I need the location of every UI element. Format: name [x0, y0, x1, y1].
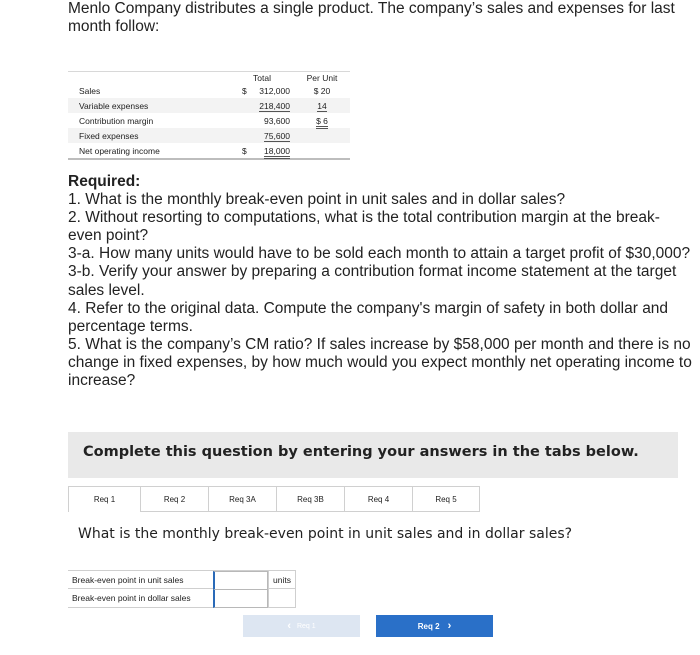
row-label: Net operating income [79, 145, 160, 156]
required-item-5: 5. What is the company’s CM ratio? If sales increase by $58,000 per month and there is no change in fixed expenses, by how much would you expect monthly net operating income to increase? [68, 335, 692, 390]
chevron-left-icon: ‹ [287, 620, 291, 632]
tab-req-3a[interactable]: Req 3A [208, 486, 276, 512]
required-item-1: 1. What is the monthly break-even point in unit sales and in dollar sales? [68, 191, 566, 209]
requirement-tabs [68, 486, 678, 512]
row-total: 93,600 [264, 115, 290, 126]
chevron-right-icon: › [447, 620, 452, 632]
answer-unit-label [268, 589, 296, 607]
table-row [68, 83, 350, 98]
row-per-unit: $ 20 [313, 85, 331, 96]
required-item-4: 4. Refer to the original data. Compute the company's margin of safety in both dollar and percentage terms. [68, 299, 669, 335]
row-total: 218,400 [259, 100, 290, 111]
required-item-3a: 3-a. How many units would have to be sold each month to attain a target profit of $30,000? [68, 245, 691, 263]
required-section [68, 173, 693, 390]
row-label: Contribution margin [79, 115, 154, 126]
break-even-dollars-input[interactable] [213, 589, 268, 608]
answer-label: Break-even point in dollar sales [72, 593, 191, 603]
table-row [68, 98, 350, 113]
row-total: 75,600 [264, 130, 290, 141]
answer-row-dollars [68, 589, 296, 608]
table-header-row [68, 72, 350, 83]
table-row [68, 113, 350, 128]
income-statement-table [68, 71, 350, 160]
instruction-text: Complete this question by entering your answers in the tabs below. [83, 444, 639, 460]
table-row [68, 128, 350, 143]
row-label: Sales [79, 85, 101, 96]
instruction-panel [68, 432, 678, 478]
next-req-button[interactable] [376, 615, 493, 637]
tab-req-3b[interactable]: Req 3B [276, 486, 344, 512]
row-per-unit: 14 [317, 100, 327, 111]
tab-req-2[interactable]: Req 2 [140, 486, 208, 512]
question-text: What is the monthly break-even point in unit sales and in dollar sales? [78, 526, 573, 542]
prev-req-button[interactable] [243, 615, 360, 637]
problem-intro: Menlo Company distributes a single product. The company’s sales and expenses for last month follow: [68, 0, 675, 35]
row-total: 18,000 [264, 146, 290, 159]
dollar-sign: $ [242, 85, 247, 96]
header-per-unit: Per Unit [306, 73, 338, 83]
required-title: Required: [68, 173, 141, 190]
header-total: Total [253, 73, 271, 83]
next-req-label: Req 2 [417, 621, 440, 631]
answer-row-units [68, 570, 296, 589]
tab-req-1[interactable]: Req 1 [68, 486, 140, 512]
row-label: Variable expenses [79, 100, 149, 111]
break-even-units-input[interactable] [213, 571, 268, 590]
tab-req-5[interactable]: Req 5 [412, 486, 480, 512]
required-item-3b: 3-b. Verify your answer by preparing a contribution format income statement at the target sales level. [68, 263, 677, 299]
answer-label: Break-even point in unit sales [72, 574, 184, 585]
prev-req-label: Req 1 [296, 622, 316, 630]
row-label: Fixed expenses [79, 130, 139, 141]
tab-req-4[interactable]: Req 4 [344, 486, 412, 512]
row-per-unit: $ 6 [316, 116, 328, 129]
required-item-2: 2. Without resorting to computations, what is the total contribution margin at the break-even point? [68, 209, 660, 245]
dollar-sign: $ [242, 145, 247, 156]
row-total: 312,000 [259, 85, 290, 96]
answer-table [68, 570, 296, 608]
answer-unit-label: units [268, 571, 296, 588]
table-row [68, 143, 350, 158]
